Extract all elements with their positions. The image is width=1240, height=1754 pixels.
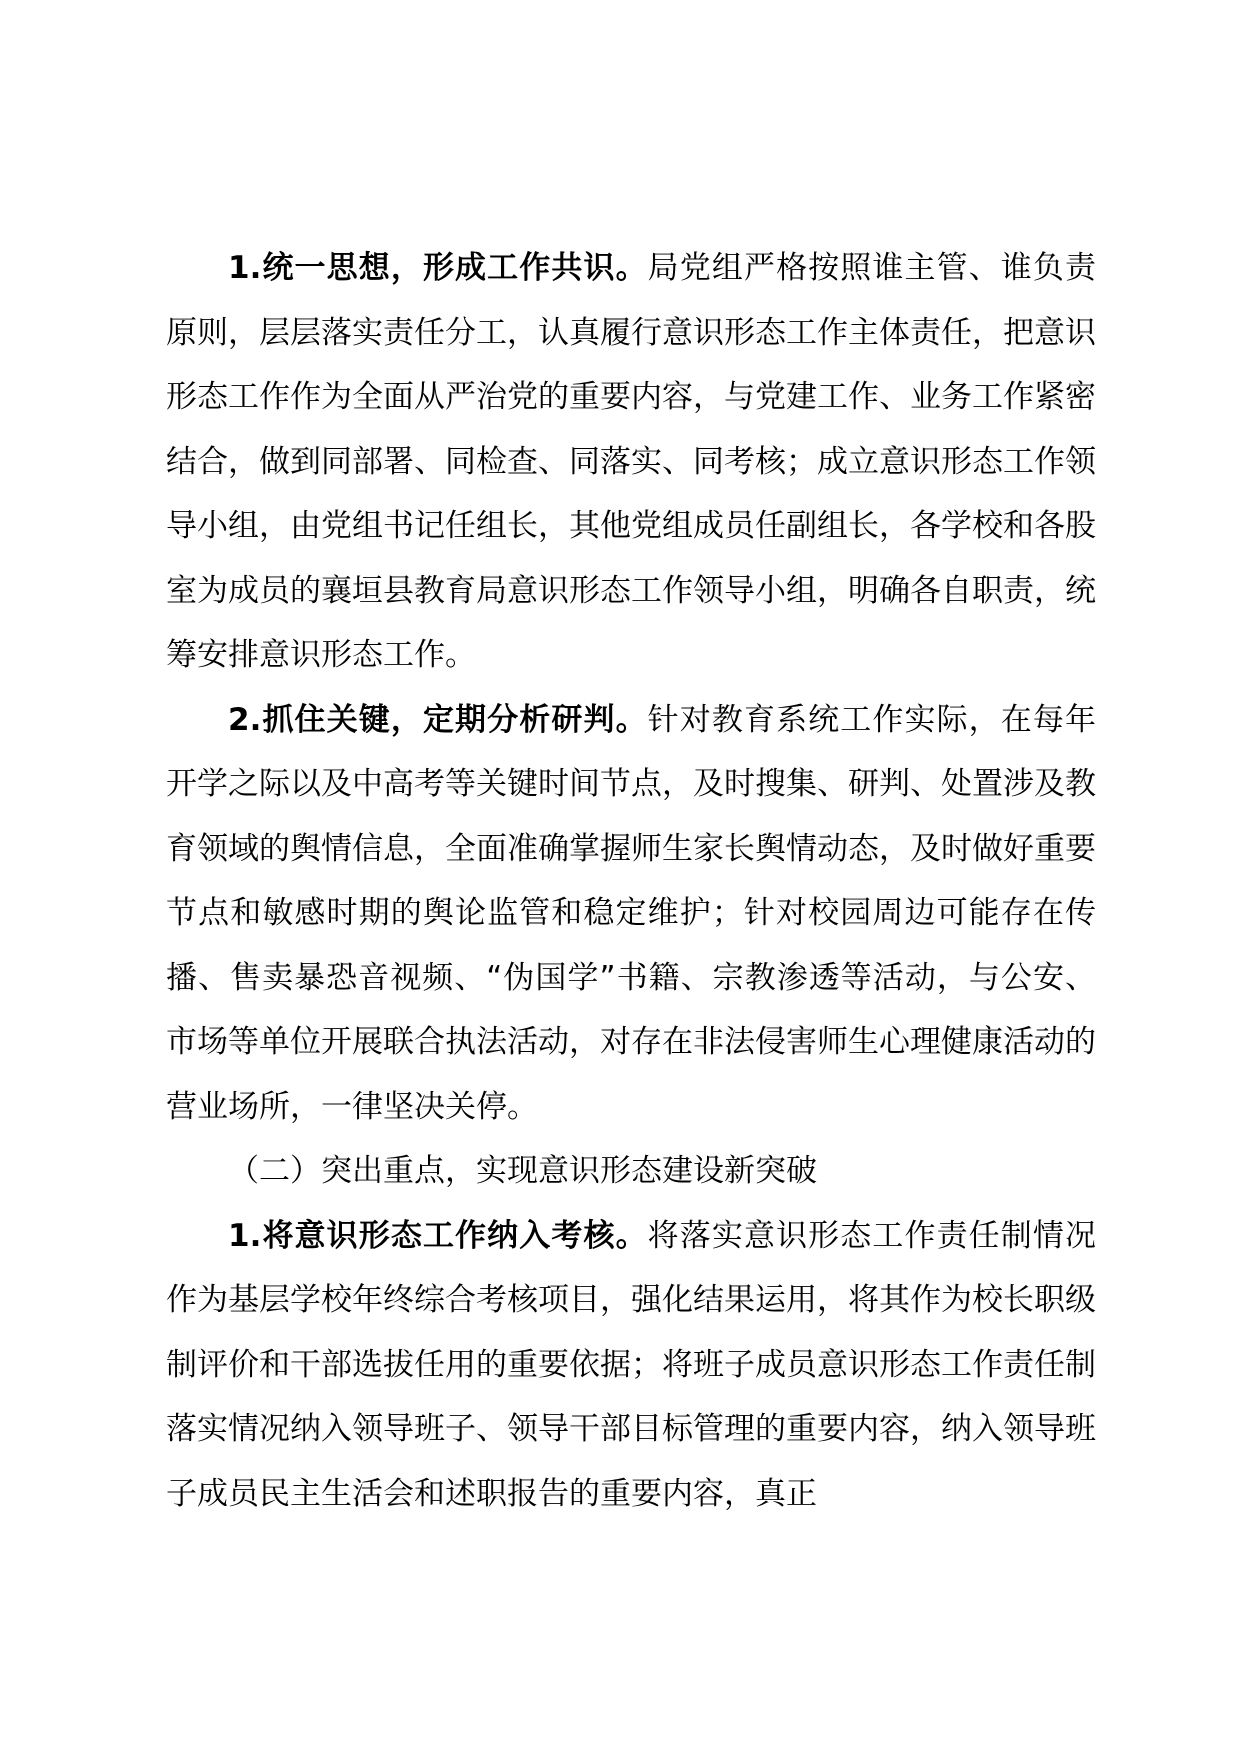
section-heading: （二）突出重点，实现意识形态建设新突破 [228,1153,817,1189]
paragraph-3-body: 将落实意识形态工作责任制情况作为基层学校年终综合考核项目，强化结果运用，将其作为校长职级制评价和干部选拔任用的重要依据；将班子成员意识形态工作责任制落实情况纳入领导班子、领导干部目标管理的重要内容，纳入领导班子成员民主生活会和述职报告的重要内容，真正 [166,1217,1096,1512]
paragraph-1-lead: 1.统一思想，形成工作共识。 [228,250,648,286]
document-body [166,236,1096,1526]
paragraph-2 [166,688,1096,1140]
paragraph-1 [166,236,1096,688]
paragraph-2-lead: 2.抓住关键，定期分析研判。 [228,701,648,738]
paragraph-1-body: 局党组严格按照谁主管、谁负责原则，层层落实责任分工，认真履行意识形态工作主体责任，把意识形态工作作为全面从严治党的重要内容，与党建工作、业务工作紧密结合，做到同部署、同检查、同落实、同考核；成立意识形态工作领导小组，由党组书记任组长，其他党组成员任副组长，各学校和各股室为成员的襄垣县教育局意识形态工作领导小组，明确各自职责，统筹安排意识形态工作。 [166,250,1096,673]
paragraph-3-lead: 1.将意识形态工作纳入考核。 [228,1217,648,1254]
paragraph-2-body: 针对教育系统工作实际，在每年开学之际以及中高考等关键时间节点，及时搜集、研判、处置涉及教育领域的舆情信息，全面准确掌握师生家长舆情动态，及时做好重要节点和敏感时期的舆论监管和稳定维护；针对校园周边可能存在传播、售卖暴恐音视频、“伪国学”书籍、宗教渗透等活动，与公安、市场等单位开展联合执法活动，对存在非法侵害师生心理健康活动的营业场所，一律坚决关停。 [166,701,1096,1125]
paragraph-3 [166,1204,1096,1527]
